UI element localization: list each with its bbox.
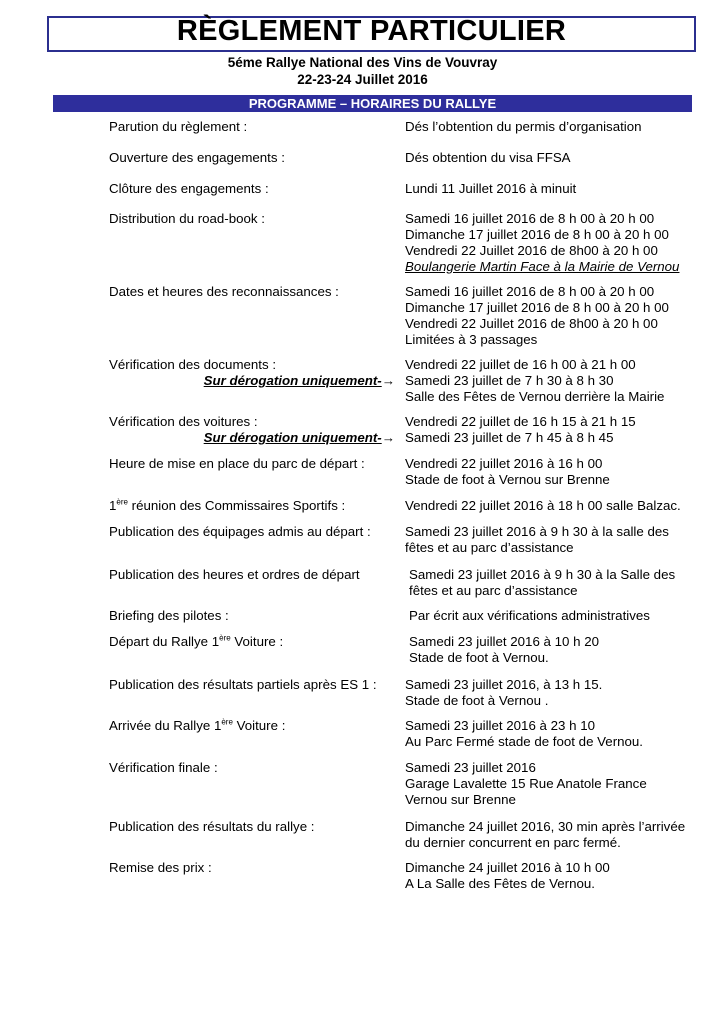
schedule-label <box>109 718 399 734</box>
schedule-label-text: 1 <box>109 498 117 513</box>
schedule-label-text: Parution du règlement : <box>109 119 248 134</box>
schedule-value-line: Samedi 16 juillet 2016 de 8 h 00 à 20 h 00 <box>405 284 655 299</box>
schedule-label <box>109 211 399 227</box>
schedule-label-text: Arrivée du Rallye 1 <box>109 718 222 733</box>
schedule-value <box>405 181 705 197</box>
schedule-value-line: Stade de foot à Vernou. <box>409 650 549 665</box>
schedule-value-line: Dimanche 17 juillet 2016 de 8 h 00 à 20 h 00 <box>405 227 669 242</box>
schedule-value-line: Stade de foot à Vernou . <box>405 693 549 708</box>
schedule-label <box>109 677 399 693</box>
schedule-value-line: A La Salle des Fêtes de Vernou. <box>405 876 595 891</box>
schedule-value <box>405 677 705 709</box>
schedule-value-line: Samedi 23 juillet 2016 à 9 h 30 à la Salle des <box>409 567 676 582</box>
schedule-label <box>109 181 399 197</box>
schedule-label-text: réunion des Commissaires Sportifs : <box>127 498 346 513</box>
schedule-label-text: Clôture des engagements : <box>109 181 269 196</box>
schedule-label-text: Publication des résultats du rallye : <box>109 819 315 834</box>
schedule-label-text: Départ du Rallye 1 <box>109 634 220 649</box>
page-title: RÈGLEMENT PARTICULIER <box>176 15 567 47</box>
schedule-label <box>109 414 399 446</box>
schedule-label-text: Vérification des documents : <box>109 357 277 372</box>
schedule-label <box>109 860 399 876</box>
derogation-note: Sur dérogation uniquement-→ <box>203 430 395 445</box>
derogation-note: Sur dérogation uniquement-→ <box>203 373 395 388</box>
schedule-value-line: Samedi 16 juillet 2016 de 8 h 00 à 20 h 00 <box>405 211 655 226</box>
schedule-label <box>109 760 399 776</box>
schedule-value-line: Par écrit aux vérifications administratives <box>409 608 650 623</box>
schedule-label-text: Dates et heures des reconnaissances : <box>109 284 339 299</box>
schedule-value-line: Vendredi 22 juillet de 16 h 00 à 21 h 00 <box>405 357 636 372</box>
schedule-value-line: Samedi 23 juillet 2016 <box>405 760 536 775</box>
schedule-value-line: Dimanche 24 juillet 2016, 30 min après l’arrivée <box>405 819 686 834</box>
schedule-value-line: fêtes et au parc d’assistance <box>409 583 578 598</box>
ordinal-superscript: ère <box>221 717 233 727</box>
schedule-label <box>109 456 399 472</box>
schedule-value-line: Garage Lavalette 15 Rue Anatole France <box>405 776 647 791</box>
schedule-label-text: Briefing des pilotes : <box>109 608 229 623</box>
schedule-value-line: Vendredi 22 juillet 2016 à 18 h 00 salle Balzac. <box>405 498 681 513</box>
schedule-label-text: Distribution du road-book : <box>109 211 265 226</box>
schedule-value-line: Vendredi 22 Juillet 2016 de 8h00 à 20 h 00 <box>405 316 658 331</box>
title-box <box>47 16 696 52</box>
schedule-value-line: Stade de foot à Vernou sur Brenne <box>405 472 610 487</box>
arrow-right-icon: → <box>381 373 395 388</box>
schedule-label <box>109 284 399 300</box>
schedule-label-text: Ouverture des engagements : <box>109 150 285 165</box>
schedule-value <box>409 567 709 599</box>
ordinal-superscript: ère <box>219 633 231 643</box>
schedule-label-text: Vérification finale : <box>109 760 218 775</box>
arrow-right-icon: → <box>381 430 395 445</box>
schedule-value <box>405 357 705 405</box>
schedule-label <box>109 819 399 835</box>
schedule-value-line: Boulangerie Martin Face à la Mairie de Vernou <box>405 259 680 274</box>
schedule-value <box>405 456 705 488</box>
schedule-label-text: Vérification des voitures : <box>109 414 258 429</box>
schedule-value-line: Samedi 23 juillet 2016, à 13 h 15. <box>405 677 603 692</box>
schedule-value <box>405 819 705 851</box>
schedule-value <box>405 718 705 750</box>
schedule-value-line: fêtes et au parc d’assistance <box>405 540 574 555</box>
schedule-value-line: Samedi 23 juillet de 7 h 45 à 8 h 45 <box>405 430 614 445</box>
schedule-value-line: Dimanche 24 juillet 2016 à 10 h 00 <box>405 860 610 875</box>
schedule-value-line: Vendredi 22 Juillet 2016 de 8h00 à 20 h 00 <box>405 243 658 258</box>
rally-dates: 22-23-24 Juillet 2016 <box>297 72 428 87</box>
section-header: PROGRAMME – HORAIRES DU RALLYE <box>53 95 692 112</box>
schedule-label-text: Voiture : <box>232 718 286 733</box>
schedule-label-text: Publication des heures et ordres de départ <box>109 567 360 582</box>
schedule-value <box>405 860 705 892</box>
schedule-value-line: Lundi 11 Juillet 2016 à minuit <box>405 181 577 196</box>
schedule-value <box>405 119 705 135</box>
schedule-value <box>405 150 705 166</box>
schedule-label <box>109 119 399 135</box>
schedule-value-line: Dés l’obtention du permis d’organisation <box>405 119 642 134</box>
schedule-value <box>405 211 705 275</box>
schedule-label <box>109 567 399 583</box>
schedule-value <box>405 524 705 556</box>
schedule-label-text: Voiture : <box>230 634 284 649</box>
schedule-value-line: Samedi 23 juillet 2016 à 23 h 10 <box>405 718 595 733</box>
schedule-value-line: Vendredi 22 juillet de 16 h 15 à 21 h 15 <box>405 414 636 429</box>
schedule-value-line: Samedi 23 juillet 2016 à 10 h 20 <box>409 634 599 649</box>
schedule-value-line: du dernier concurrent en parc fermé. <box>405 835 621 850</box>
schedule-label <box>109 498 399 514</box>
schedule-label-text: Publication des résultats partiels après ES 1 : <box>109 677 377 692</box>
schedule-label-text: Publication des équipages admis au départ : <box>109 524 371 539</box>
schedule-value-line: Samedi 23 juillet 2016 à 9 h 30 à la salle des <box>405 524 669 539</box>
schedule-label-text: Remise des prix : <box>109 860 212 875</box>
schedule-label <box>109 634 399 650</box>
schedule-value-line: Salle des Fêtes de Vernou derrière la Mairie <box>405 389 665 404</box>
schedule-value <box>405 414 705 446</box>
schedule-value-line: Dés obtention du visa FFSA <box>405 150 571 165</box>
schedule-value-line: Samedi 23 juillet de 7 h 30 à 8 h 30 <box>405 373 614 388</box>
schedule-value <box>405 284 705 348</box>
schedule-value <box>405 760 705 808</box>
schedule-value-line: Au Parc Fermé stade de foot de Vernou. <box>405 734 644 749</box>
schedule-value-line: Vernou sur Brenne <box>405 792 516 807</box>
schedule-value <box>409 634 709 666</box>
schedule-label <box>109 608 399 624</box>
schedule-label <box>109 150 399 166</box>
schedule-value <box>409 608 709 624</box>
ordinal-superscript: ère <box>116 497 128 507</box>
schedule-label-text: Heure de mise en place du parc de départ : <box>109 456 365 471</box>
schedule-value-line: Vendredi 22 juillet 2016 à 16 h 00 <box>405 456 603 471</box>
schedule-value <box>405 498 705 514</box>
rally-name: 5éme Rallye National des Vins de Vouvray <box>227 55 498 70</box>
schedule-value-line: Limitées à 3 passages <box>405 332 538 347</box>
schedule-value-line: Dimanche 17 juillet 2016 de 8 h 00 à 20 h 00 <box>405 300 669 315</box>
schedule-label <box>109 524 399 540</box>
schedule-label <box>109 357 399 389</box>
